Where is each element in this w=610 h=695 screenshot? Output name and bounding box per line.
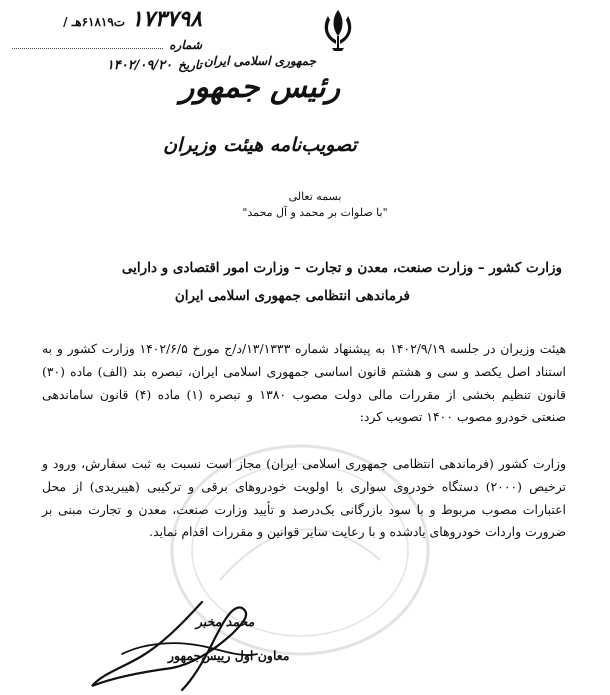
signatory-name: محمد مخبر (196, 614, 255, 629)
iran-emblem-icon (318, 6, 358, 52)
number-field (12, 38, 202, 52)
reference-code: ت۶۱۸۱۹هـ / (63, 15, 126, 29)
recipients-line-2: فرماندهی انتظامی جمهوری اسلامی ایران (174, 288, 410, 304)
number-line (12, 38, 163, 49)
date-label: تاریخ (178, 58, 202, 72)
invocation-line-2: "با صلوات بر محمد و آل محمد" (242, 206, 388, 219)
body-paragraph-2 (42, 453, 566, 544)
president-title: رئیس جمهور (179, 70, 341, 105)
body-paragraph-1-text: هیئت وزیران در جلسه ۱۴۰۲/۹/۱۹ به پیشنهاد شماره ۱۳/۱۳۳۳/د/ج مورخ ۱۴۰۲/۶/۵ وزارت کشور و به استناد اصل یکصد و سی و هشتم قانون اساسی جمهوری اسلامی ایران، تبصره بند (الف) ماده (۳۰) قانون تنظیم بخشی از مقررات مالی دولت مصوب ۱۳۸۰ و تبصره (۱) ماده (۴) قانون ساماندهی صنعتی خودرو مصوب ۱۴۰۰ تصویب کرد: (42, 341, 566, 425)
republic-title: جمهوری اسلامی ایران (203, 54, 317, 68)
invocation-line-1: بسمه تعالی (288, 190, 342, 203)
signatory-title: معاون اول رییس‌جمهور (168, 648, 290, 663)
body-paragraph-1 (42, 338, 566, 429)
handwritten-signature-icon (82, 594, 292, 694)
body-paragraph-2-text: وزارت کشور (فرماندهی انتظامی جمهوری اسلامی ایران) مجاز است نسبت به ثبت سفارش، ورود و ترخیص (۲۰۰۰) دستگاه خودروی سواری با اولویت خودروهای برقی و ترکیبی (هیبریدی) از محل اعتبارات مصوب مربوط و با سود بازرگانی یک‌درصد و تأیید وزارت صنعت، معدن و تجارت مبنی بر ضرورت واردات خودروهای یادشده و با رعایت سایر قوانین و مقررات اقدام نماید. (42, 456, 566, 540)
date-value: ۱۴۰۲/۰۹/۲۰ (106, 58, 173, 73)
reference-number: ۱۷۳۷۹۸ (131, 6, 202, 32)
cabinet-resolution-title: تصویب‌نامه هیئت وزیران (163, 134, 357, 156)
number-label: شماره (169, 38, 202, 52)
recipients-line-1: وزارت کشور – وزارت صنعت، معدن و تجارت – وزارت امور اقتصادی و دارایی (121, 260, 562, 276)
